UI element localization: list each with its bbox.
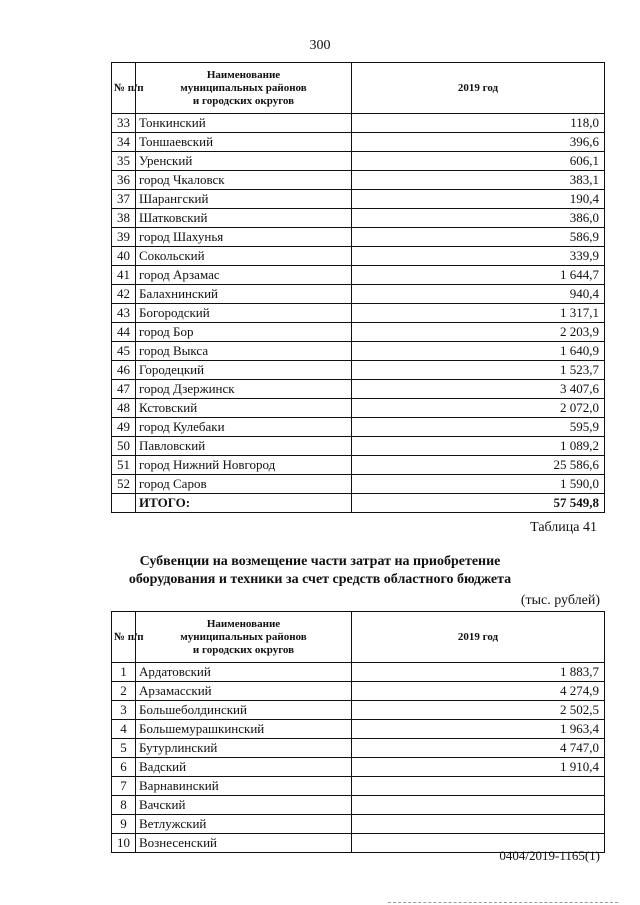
- table-row: [112, 152, 605, 171]
- table-row: [112, 720, 605, 739]
- table-row: [112, 701, 605, 720]
- row-municipality: Варнавинский: [136, 777, 352, 796]
- row-value: 4 274,9: [352, 682, 605, 701]
- row-number: 40: [112, 247, 136, 266]
- row-municipality: Тонкинский: [136, 114, 352, 133]
- row-value: 1 644,7: [352, 266, 605, 285]
- row-number: 8: [112, 796, 136, 815]
- row-number: 33: [112, 114, 136, 133]
- total-label: ИТОГО:: [136, 494, 352, 513]
- row-value: 386,0: [352, 209, 605, 228]
- table-row: [112, 228, 605, 247]
- row-municipality: город Бор: [136, 323, 352, 342]
- row-value: 1 590,0: [352, 475, 605, 494]
- row-municipality: Балахнинский: [136, 285, 352, 304]
- row-number: 3: [112, 701, 136, 720]
- row-number: 5: [112, 739, 136, 758]
- row-municipality: Тоншаевский: [136, 133, 352, 152]
- table-row: [112, 777, 605, 796]
- row-municipality: Ветлужский: [136, 815, 352, 834]
- row-municipality: город Дзержинск: [136, 380, 352, 399]
- row-number: 43: [112, 304, 136, 323]
- row-municipality: город Чкаловск: [136, 171, 352, 190]
- table-row: [112, 456, 605, 475]
- header-year: 2019 год: [352, 612, 605, 663]
- total-row: [112, 494, 605, 513]
- row-municipality: Большемурашкинский: [136, 720, 352, 739]
- row-number: 6: [112, 758, 136, 777]
- row-number: 36: [112, 171, 136, 190]
- row-value: 606,1: [352, 152, 605, 171]
- row-municipality: город Шахунья: [136, 228, 352, 247]
- row-municipality: Шатковский: [136, 209, 352, 228]
- row-municipality: Ардатовский: [136, 663, 352, 682]
- row-value: 25 586,6: [352, 456, 605, 475]
- row-number: 37: [112, 190, 136, 209]
- row-number: 35: [112, 152, 136, 171]
- header-municipality: [136, 63, 352, 114]
- row-value: 1 640,9: [352, 342, 605, 361]
- table-row: [112, 133, 605, 152]
- row-number: 10: [112, 834, 136, 853]
- header-name-line: Наименование: [206, 68, 281, 81]
- table-row: [112, 361, 605, 380]
- row-value: 1 523,7: [352, 361, 605, 380]
- table-header-row: [112, 63, 605, 114]
- table-row: [112, 171, 605, 190]
- row-number: 47: [112, 380, 136, 399]
- row-municipality: Шарангский: [136, 190, 352, 209]
- header-name-line: муниципальных районов: [180, 81, 307, 94]
- row-number: 52: [112, 475, 136, 494]
- row-number: 48: [112, 399, 136, 418]
- row-municipality: город Арзамас: [136, 266, 352, 285]
- row-number: 42: [112, 285, 136, 304]
- row-number: 38: [112, 209, 136, 228]
- table-row: [112, 266, 605, 285]
- row-value: [352, 796, 605, 815]
- header-municipality: [136, 612, 352, 663]
- table-label: Таблица 41: [530, 520, 597, 535]
- row-municipality: Вадский: [136, 758, 352, 777]
- page-number: 300: [309, 38, 331, 53]
- table-row: [112, 418, 605, 437]
- page-edge-line: [388, 902, 618, 903]
- row-municipality: Вознесенский: [136, 834, 352, 853]
- row-number: 2: [112, 682, 136, 701]
- row-municipality: Городецкий: [136, 361, 352, 380]
- row-value: 383,1: [352, 171, 605, 190]
- row-municipality: город Нижний Новгород: [136, 456, 352, 475]
- table-row: [112, 796, 605, 815]
- header-number: № п/п: [112, 63, 136, 114]
- row-value: 586,9: [352, 228, 605, 247]
- table-row: [112, 285, 605, 304]
- table-row: [112, 304, 605, 323]
- header-name-line: и городских округов: [192, 643, 295, 656]
- row-number: 50: [112, 437, 136, 456]
- total-value: 57 549,8: [352, 494, 605, 513]
- row-number: 49: [112, 418, 136, 437]
- row-municipality: город Саров: [136, 475, 352, 494]
- row-municipality: Большеболдинский: [136, 701, 352, 720]
- row-municipality: город Кулебаки: [136, 418, 352, 437]
- table-row: [112, 209, 605, 228]
- units-note: (тыс. рублей): [520, 593, 600, 608]
- table-row: [112, 342, 605, 361]
- table-row: [112, 437, 605, 456]
- row-value: 940,4: [352, 285, 605, 304]
- row-number: 44: [112, 323, 136, 342]
- row-value: 2 072,0: [352, 399, 605, 418]
- row-municipality: город Выкса: [136, 342, 352, 361]
- header-name-line: и городских округов: [192, 94, 295, 107]
- row-municipality: Уренский: [136, 152, 352, 171]
- table-row: [112, 815, 605, 834]
- row-value: [352, 815, 605, 834]
- table-row: [112, 190, 605, 209]
- title-line: оборудования и техники за счет средств областного бюджета: [128, 572, 512, 587]
- table-row: [112, 380, 605, 399]
- row-value: 1 963,4: [352, 720, 605, 739]
- table-row: [112, 323, 605, 342]
- row-value: 190,4: [352, 190, 605, 209]
- header-year: 2019 год: [352, 63, 605, 114]
- equipment-subsidy-table: [111, 611, 605, 853]
- row-municipality: Бутурлинский: [136, 739, 352, 758]
- row-number: 34: [112, 133, 136, 152]
- row-value: 4 747,0: [352, 739, 605, 758]
- table-row: [112, 739, 605, 758]
- table-row: [112, 247, 605, 266]
- title-line: Субвенции на возмещение части затрат на приобретение: [139, 554, 501, 569]
- header-number: № п/п: [112, 612, 136, 663]
- row-municipality: Сокольский: [136, 247, 352, 266]
- row-municipality: Арзамасский: [136, 682, 352, 701]
- header-name-line: муниципальных районов: [180, 630, 307, 643]
- row-value: 396,6: [352, 133, 605, 152]
- row-number: 4: [112, 720, 136, 739]
- row-value: 2 502,5: [352, 701, 605, 720]
- row-value: 1 883,7: [352, 663, 605, 682]
- document-code: 0404/2019-1165(1): [499, 848, 600, 863]
- row-municipality: Вачский: [136, 796, 352, 815]
- total-empty-cell: [112, 494, 136, 513]
- row-value: 1 089,2: [352, 437, 605, 456]
- subsidy-table-continued: [111, 62, 605, 513]
- row-number: 9: [112, 815, 136, 834]
- row-number: 41: [112, 266, 136, 285]
- row-number: 46: [112, 361, 136, 380]
- table-row: [112, 758, 605, 777]
- table-title: [0, 553, 640, 589]
- table-header-row: [112, 612, 605, 663]
- row-municipality: Кстовский: [136, 399, 352, 418]
- table-row: [112, 663, 605, 682]
- table-row: [112, 682, 605, 701]
- row-value: 3 407,6: [352, 380, 605, 399]
- row-municipality: Богородский: [136, 304, 352, 323]
- row-value: [352, 777, 605, 796]
- row-value: 1 317,1: [352, 304, 605, 323]
- row-value: 2 203,9: [352, 323, 605, 342]
- row-number: 45: [112, 342, 136, 361]
- row-value: 1 910,4: [352, 758, 605, 777]
- row-value: 339,9: [352, 247, 605, 266]
- row-number: 7: [112, 777, 136, 796]
- row-municipality: Павловский: [136, 437, 352, 456]
- row-number: 39: [112, 228, 136, 247]
- row-value: 118,0: [352, 114, 605, 133]
- row-value: 595,9: [352, 418, 605, 437]
- row-number: 51: [112, 456, 136, 475]
- row-number: 1: [112, 663, 136, 682]
- table-row: [112, 114, 605, 133]
- header-name-line: Наименование: [206, 617, 281, 630]
- table-row: [112, 399, 605, 418]
- table-row: [112, 475, 605, 494]
